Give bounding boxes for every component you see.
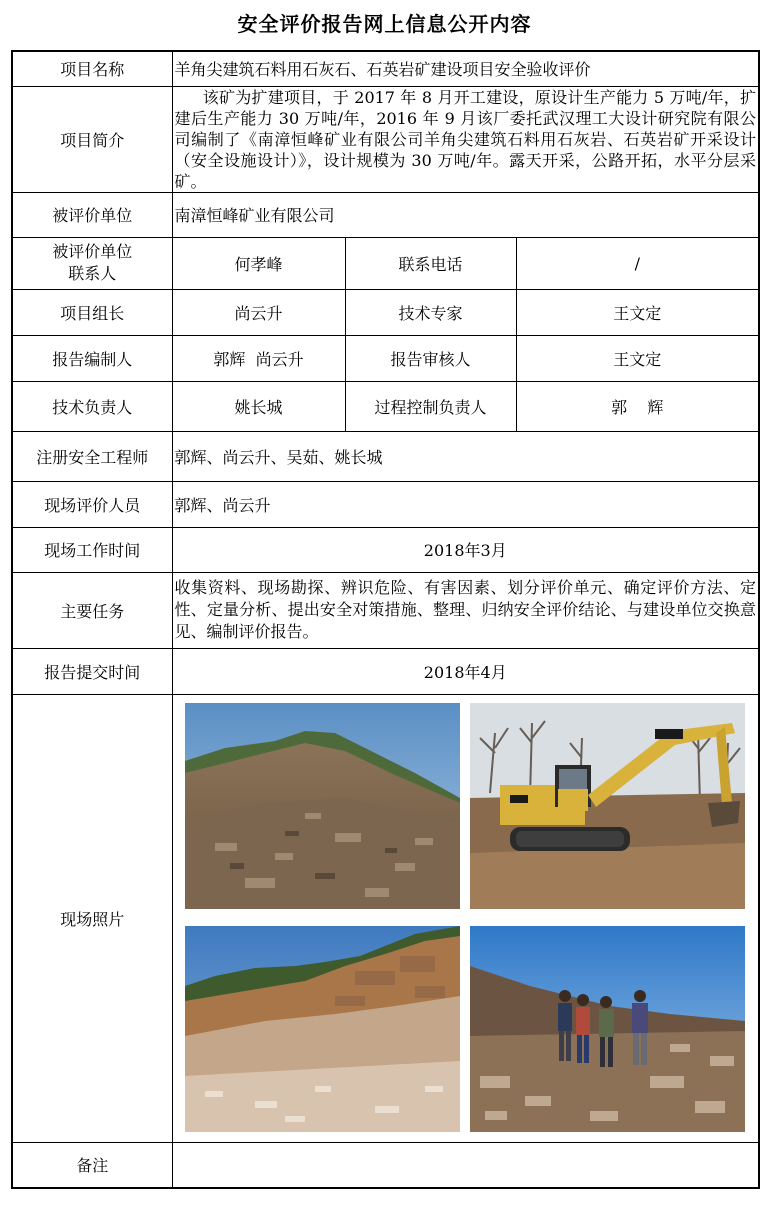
process-control-value: 郭 辉 — [516, 381, 759, 431]
site-photos-cell — [172, 694, 759, 1142]
site-work-time-value: 2018年3月 — [172, 527, 759, 572]
expert-value: 王文定 — [516, 289, 759, 335]
project-intro-label: 项目简介 — [12, 86, 172, 192]
quarry-face-photo — [185, 926, 460, 1132]
rocky-slope-image — [185, 703, 460, 909]
row-registered-engineers — [12, 431, 759, 481]
contact-label-line1: 被评价单位 — [52, 242, 133, 261]
tech-lead-value: 姚长城 — [172, 381, 345, 431]
phone-value: / — [516, 237, 759, 289]
info-table — [11, 50, 760, 1189]
team-leader-value: 尚云升 — [172, 289, 345, 335]
page-title: 安全评价报告网上信息公开内容 — [237, 12, 532, 36]
row-site-photos — [12, 694, 759, 1142]
reviewer-label: 报告审核人 — [345, 335, 516, 381]
group-image — [470, 926, 745, 1132]
row-evaluated-unit — [12, 192, 759, 237]
row-report-author — [12, 335, 759, 381]
row-contact — [12, 237, 759, 289]
evaluated-unit-label: 被评价单位 — [12, 192, 172, 237]
report-author-value: 郭辉 尚云升 — [172, 335, 345, 381]
report-submit-time-label: 报告提交时间 — [12, 648, 172, 694]
main-tasks-label: 主要任务 — [12, 572, 172, 648]
team-leader-label: 项目组长 — [12, 289, 172, 335]
report-submit-time-value: 2018年4月 — [172, 648, 759, 694]
row-project-name — [12, 51, 759, 86]
process-control-label: 过程控制负责人 — [345, 381, 516, 431]
excavator-image — [470, 703, 745, 909]
registered-engineers-value: 郭辉、尚云升、吴茹、姚长城 — [172, 431, 759, 481]
row-project-intro — [12, 86, 759, 192]
row-site-evaluators — [12, 481, 759, 527]
main-tasks-value: 收集资料、现场勘探、辨识危险、有害因素、划分评价单元、确定评价方法、定性、定量分析、提出安全对策措施、整理、归纳安全评价结论、与建设单位交换意见、编制评价报告。 — [172, 572, 759, 648]
quarry-face-image — [185, 926, 460, 1132]
group-photo — [470, 926, 745, 1132]
photo-grid — [173, 695, 759, 1141]
site-photos-label: 现场照片 — [12, 694, 172, 1142]
project-name-label: 项目名称 — [12, 51, 172, 86]
excavator-photo — [470, 703, 745, 909]
row-tech-lead — [12, 381, 759, 431]
expert-label: 技术专家 — [345, 289, 516, 335]
registered-engineers-label: 注册安全工程师 — [12, 431, 172, 481]
report-author-label: 报告编制人 — [12, 335, 172, 381]
row-main-tasks — [12, 572, 759, 648]
rocky-slope-photo — [185, 703, 460, 909]
site-evaluators-label: 现场评价人员 — [12, 481, 172, 527]
row-remarks — [12, 1142, 759, 1188]
contact-label-line2: 联系人 — [68, 264, 117, 283]
phone-label: 联系电话 — [345, 237, 516, 289]
reviewer-value: 王文定 — [516, 335, 759, 381]
remarks-label: 备注 — [12, 1142, 172, 1188]
row-team-leader — [12, 289, 759, 335]
project-intro-value: 该矿为扩建项目，于 2017 年 8 月开工建设，原设计生产能力 5 万吨/年，扩建后生产能力 30 万吨/年，2016 年 9 月该厂委托武汉理工大设计研究院有限公司编制了《南漳恒峰矿业有限公司羊角尖建筑石料用石灰岩、石英岩矿开采设计（安全设施设计）》，设计规模为 30 万吨/年。露天开采，公路开拓，水平分层采矿。 — [172, 86, 759, 192]
contact-value: 何孝峰 — [172, 237, 345, 289]
site-work-time-label: 现场工作时间 — [12, 527, 172, 572]
remarks-value — [172, 1142, 759, 1188]
site-evaluators-value: 郭辉、尚云升 — [172, 481, 759, 527]
evaluated-unit-value: 南漳恒峰矿业有限公司 — [172, 192, 759, 237]
contact-label — [12, 237, 172, 289]
row-report-submit-time — [12, 648, 759, 694]
tech-lead-label: 技术负责人 — [12, 381, 172, 431]
row-site-work-time — [12, 527, 759, 572]
project-name-value: 羊角尖建筑石料用石灰石、石英岩矿建设项目安全验收评价 — [172, 51, 759, 86]
